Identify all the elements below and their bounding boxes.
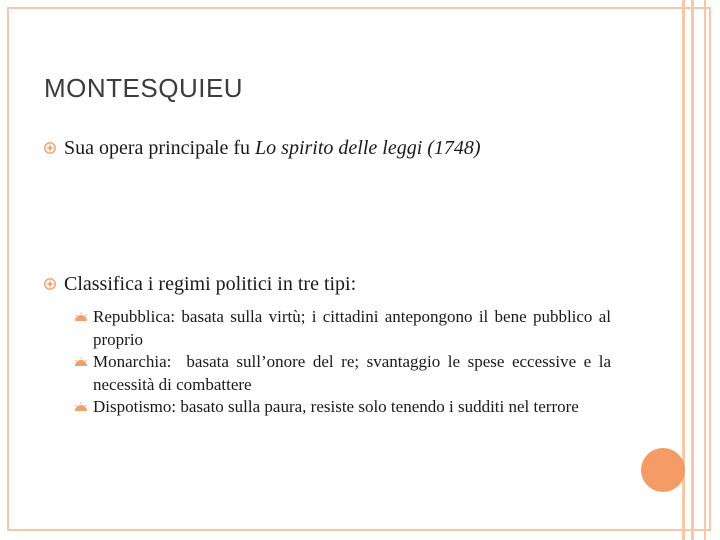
compass-bullet-icon [44, 142, 56, 154]
regime-text: Repubblica: basata sulla virtù; i cittadini antepongono il bene pubblico al proprio [93, 307, 611, 349]
list-item [73, 351, 616, 396]
slide-title: MONTESQUIEU [44, 73, 244, 103]
sun-bullet-icon [73, 402, 89, 412]
list-item [73, 396, 611, 419]
bullet-prefix: Sua opera principale fu [64, 137, 256, 159]
decorative-circle [641, 448, 685, 492]
bullet-text [64, 136, 481, 160]
sun-bullet-icon [73, 312, 89, 322]
book-title: Lo spirito delle leggi (1748) [255, 137, 481, 159]
regime-text: Monarchia: basata sull’onore del re; svantaggio le spese eccessive e la necessità di combattere [93, 352, 616, 394]
regime-text: Dispotismo: basato sulla paura, resiste solo tenendo i sudditi nel terrore [93, 397, 579, 416]
sun-bullet-icon [73, 357, 89, 367]
decorative-bar [691, 0, 694, 540]
regimes-list [73, 306, 616, 419]
list-item [73, 306, 611, 351]
decorative-bar [704, 0, 706, 540]
compass-bullet-icon [44, 278, 56, 290]
bullet-text: Classifica i regimi politici in tre tipi: [64, 273, 357, 295]
